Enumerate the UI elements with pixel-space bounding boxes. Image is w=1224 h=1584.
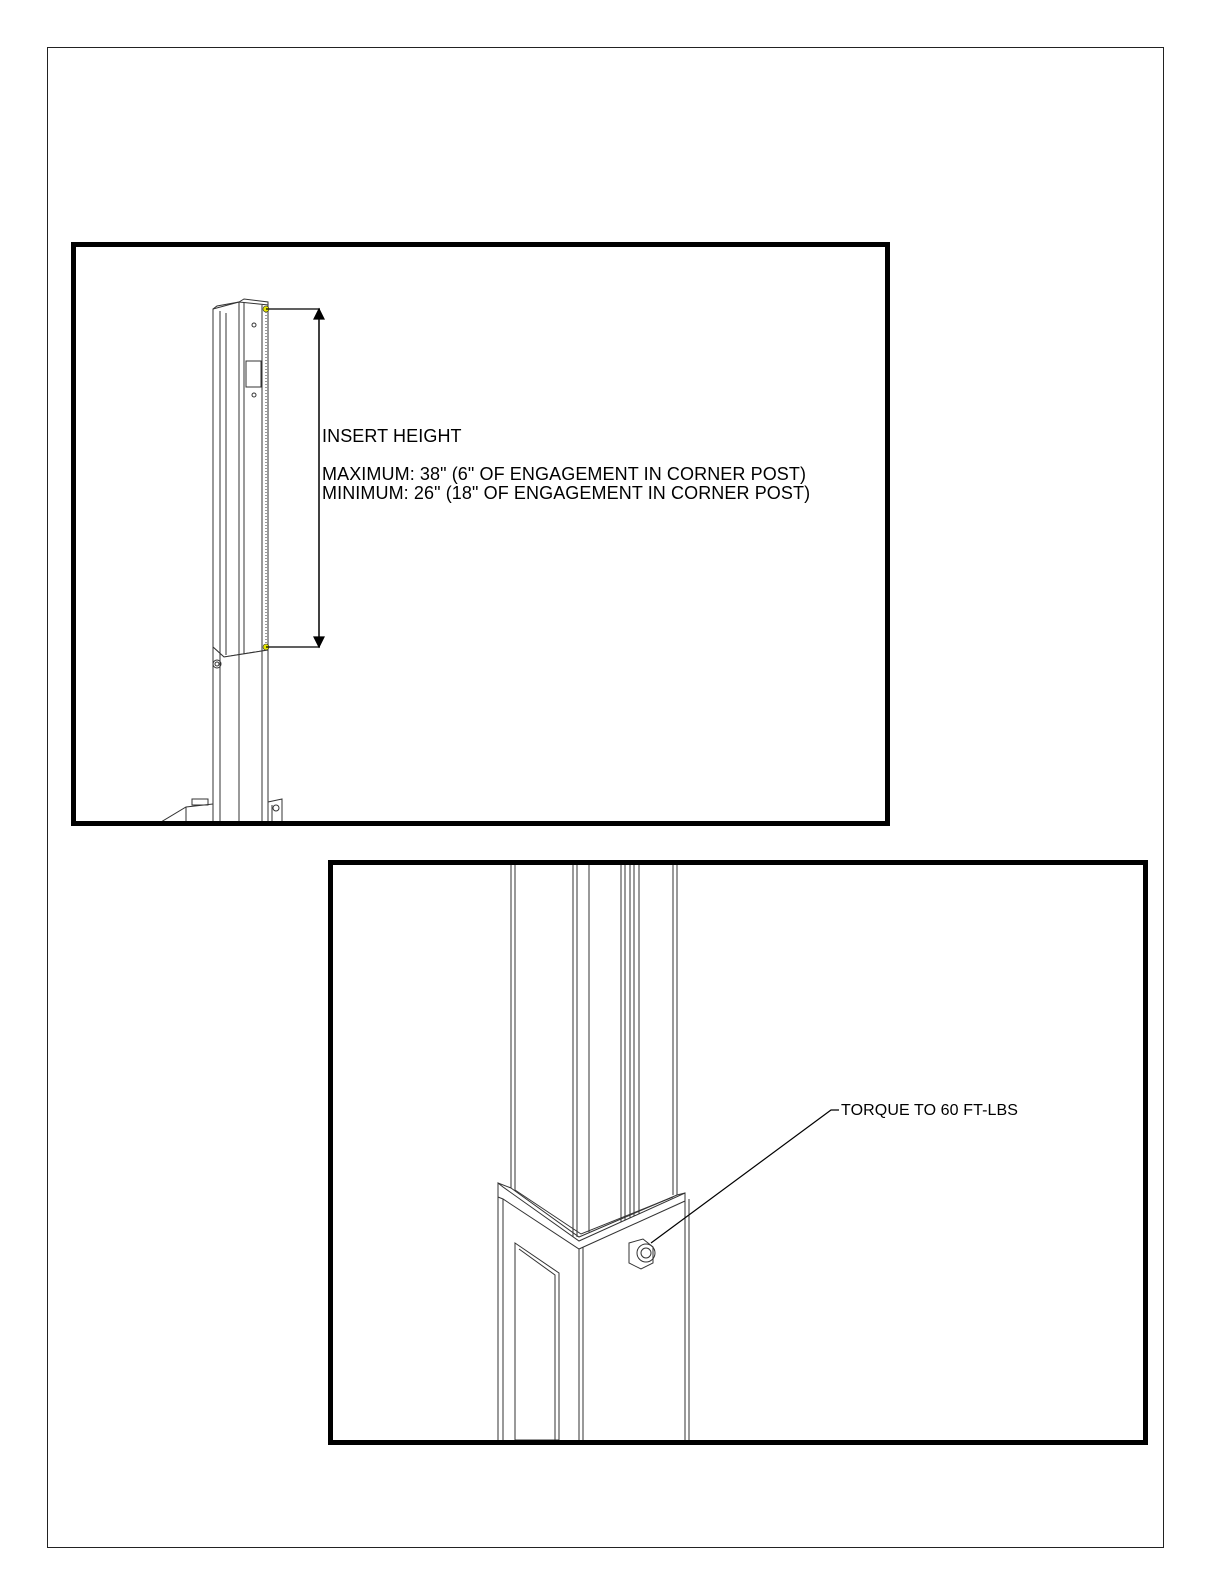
dimension-arrow xyxy=(266,309,324,647)
insert-height-detail-panel xyxy=(71,242,890,826)
torque-leader-line xyxy=(651,1110,839,1243)
post-insert-drawing xyxy=(76,247,885,821)
maximum-height-note: MAXIMUM: 38" (6" OF ENGAGEMENT IN CORNER POST) xyxy=(322,464,807,484)
minimum-height-note: MINIMUM: 26" (18" OF ENGAGEMENT IN CORNER POST) xyxy=(322,483,811,503)
insert-channel xyxy=(213,302,268,657)
corner-post xyxy=(213,647,268,821)
post-joint-drawing xyxy=(333,865,1143,1440)
nut xyxy=(629,1239,655,1269)
torque-callout: TORQUE TO 60 FT-LBS xyxy=(841,1102,1019,1119)
torque-detail-panel xyxy=(328,860,1148,1445)
insert-height-title: INSERT HEIGHT xyxy=(322,426,462,446)
